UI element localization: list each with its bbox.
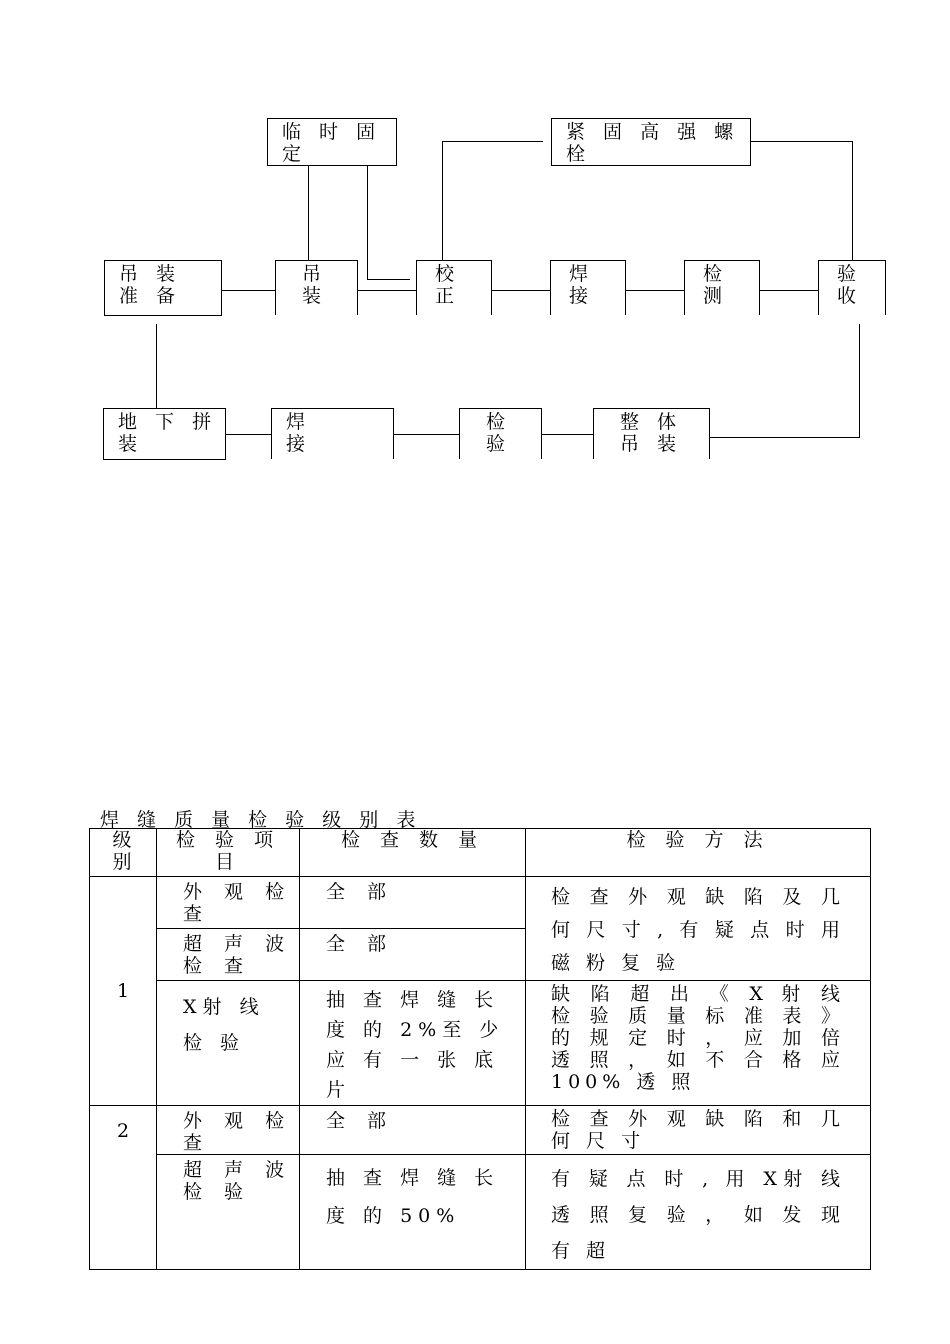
connector-line [442,141,543,142]
connector-line [156,324,157,409]
connector-line [222,290,275,291]
item-cell: 外 观 检 查 [157,1106,300,1155]
lift-prep-box: 吊 装 准 备 [104,260,222,316]
header-item: 检 验 项 目 [157,829,300,877]
quantity-cell: 全 部 [300,929,526,981]
weld2-box: 焊 接 [271,408,394,459]
connector-line [541,434,593,435]
item-cell: X射 线 检 验 [157,981,300,1106]
table-row [90,1155,871,1270]
weld-box: 焊 接 [550,260,626,315]
item-cell: 超 声 波 检 查 [157,929,300,981]
quantity-cell: 抽 查 焊 缝 长 度 的 2%至 少 应 有 一 张 底 片 [300,981,526,1106]
method-cell: 检 查 外 观 缺 陷 及 几 何 尺 寸 , 有 疑 点 时 用 磁 粉 复 验 [526,877,871,981]
level-cell: 2 [90,1106,157,1270]
connector-line [701,437,860,438]
item-cell: 超 声 波 检 验 [157,1155,300,1270]
header-quantity: 检 查 数 量 [300,829,526,877]
tighten-bolts-box: 紧 固 高 强 螺 栓 [551,118,751,166]
connector-line [859,324,860,438]
header-method: 检 验 方 法 [526,829,871,877]
quantity-cell: 抽 查 焊 缝 长 度 的 50% [300,1155,526,1270]
whole-lift-box: 整 体 吊 装 [593,408,710,459]
connector-line [759,290,818,291]
accept-box: 验 收 [818,260,886,315]
correct-box: 校 正 [416,260,492,315]
connector-line [226,434,271,435]
connector-line [308,166,309,260]
quantity-cell: 全 部 [300,877,526,929]
item-cell: 外 观 检 查 [157,877,300,929]
lift-box: 吊 装 [275,260,358,315]
connector-line [367,166,368,280]
quantity-cell: 全 部 [300,1106,526,1155]
connector-line [745,141,853,142]
connector-line [367,279,410,280]
connector-line [491,290,550,291]
method-cell: 缺 陷 超 出 《 X 射 线 检 验 质 量 标 准 表 》 的 规 定 时 ， 应 加 倍 透 照 ， 如 不 合 格 应 100% 透 照 [526,981,871,1106]
connector-line [442,141,443,260]
connector-line [357,290,416,291]
table-row [90,1106,871,1155]
method-cell: 有 疑 点 时 , 用 X射 线 透 照 复 验 ， 如 发 现 有 超 [526,1155,871,1270]
inspect-box: 检 验 [459,408,542,459]
table-title: 焊 缝 质 量 检 验 级 别 表 [100,809,422,831]
weld-quality-table [89,828,871,1270]
connector-line [626,290,684,291]
table-row [90,981,871,1106]
level-cell: 1 [90,877,157,1106]
header-level: 级 别 [90,829,157,877]
method-cell: 检 查 外 观 缺 陷 和 几 何 尺 寸 [526,1106,871,1155]
construction-flowchart [0,0,950,480]
table-row [90,877,871,929]
connector-line [393,434,459,435]
connector-line [852,141,853,260]
ground-assembly-box: 地 下 拼 装 [103,408,226,460]
detect-box: 检 测 [684,260,760,315]
temp-fix-box: 临 时 固 定 [267,118,397,166]
header-row [90,829,871,877]
